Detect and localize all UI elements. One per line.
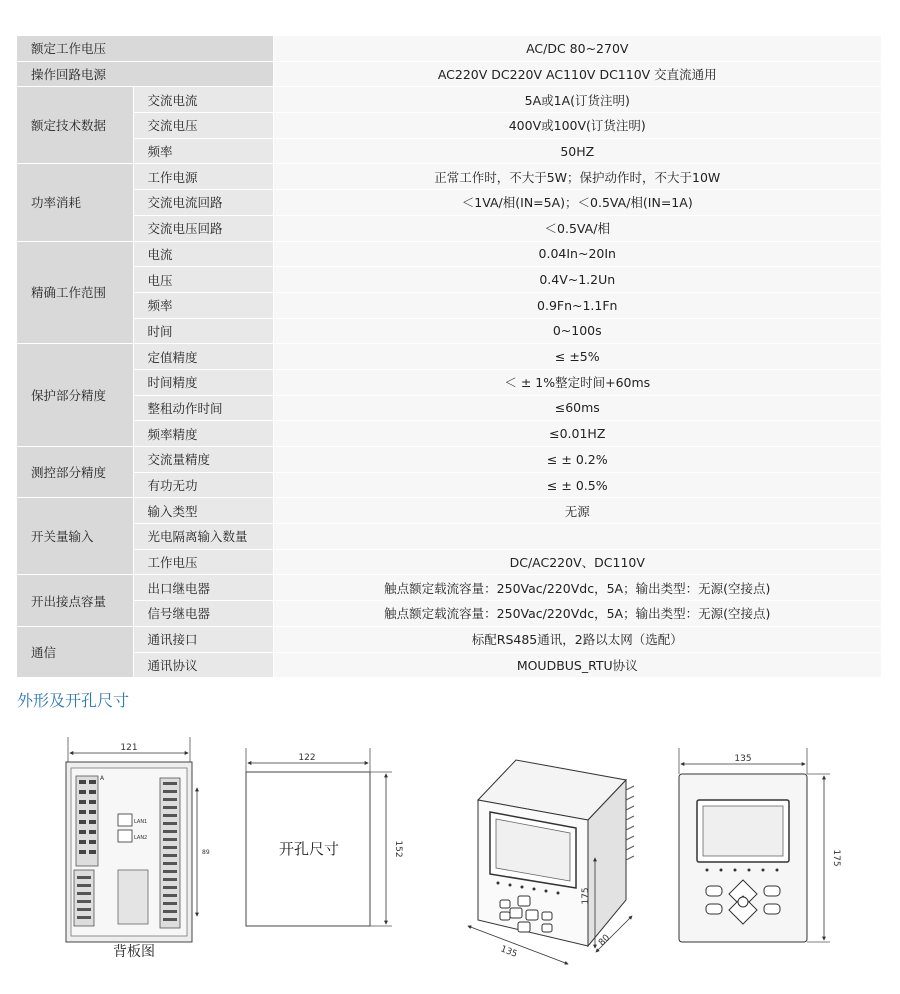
item-cell: 频率 (133, 292, 273, 318)
value-cell: 50HZ (273, 138, 881, 164)
front-lcd-screen (703, 806, 783, 856)
back-panel-width-label: 121 (120, 743, 138, 753)
group-cell: 功率消耗 (17, 164, 133, 241)
item-cell: 交流量精度 (133, 447, 273, 473)
value-cell: 无源 (273, 498, 881, 524)
item-cell: 频率 (133, 138, 273, 164)
value-cell: ≤60ms (273, 395, 881, 421)
iso-width-label: 135 (498, 944, 519, 960)
table-row (17, 164, 881, 190)
value-cell: ＜0.5VA/相 (273, 215, 881, 241)
table-row (17, 267, 881, 293)
table-row (17, 472, 881, 498)
value-cell: MOUDBUS_RTU协议 (273, 652, 881, 678)
table-row (17, 138, 881, 164)
group-cell: 操作回路电源 (17, 61, 273, 87)
value-cell: ≤ ±5% (273, 344, 881, 370)
table-row (17, 215, 881, 241)
table-row (17, 369, 881, 395)
group-cell: 开出接点容量 (17, 575, 133, 626)
value-cell: ≤ ± 0.2% (273, 447, 881, 473)
item-cell: 定值精度 (133, 344, 273, 370)
cutout-label: 开孔尺寸 (278, 840, 340, 858)
table-row (17, 575, 881, 601)
value-cell: 正常工作时，不大于5W；保护动作时，不大于10W (273, 164, 881, 190)
front-view-drawing (679, 748, 841, 942)
item-cell: 电流 (133, 241, 273, 267)
item-cell: 出口继电器 (133, 575, 273, 601)
group-cell: 测控部分精度 (17, 447, 133, 498)
item-cell: 时间 (133, 318, 273, 344)
value-cell: 400V或100V(订货注明) (273, 113, 881, 139)
item-cell: 工作电压 (133, 549, 273, 575)
value-cell: AC/DC 80~270V (273, 36, 881, 61)
value-cell: 触点额定载流容量：250Vac/220Vdc，5A；输出类型：无源(空接点) (273, 601, 881, 627)
table-row (17, 344, 881, 370)
value-cell: ≤ ± 0.5% (273, 472, 881, 498)
spec-table (17, 36, 881, 678)
cooling-fins (626, 786, 634, 860)
item-cell: 频率精度 (133, 421, 273, 447)
item-cell: 整租动作时间 (133, 395, 273, 421)
table-row (17, 292, 881, 318)
table-row (17, 395, 881, 421)
back-panel-caption: 背板图 (113, 944, 155, 960)
spec-table-body (17, 36, 881, 678)
value-cell: 0.04In~20In (273, 241, 881, 267)
iso-depth-label: 80 (597, 933, 613, 949)
table-row (17, 190, 881, 216)
table-row (17, 524, 881, 550)
table-row (17, 36, 881, 61)
value-cell (273, 524, 881, 550)
item-cell: 交流电压 (133, 113, 273, 139)
table-row (17, 652, 881, 678)
back-panel-drawing (66, 737, 210, 960)
value-cell: 标配RS485通讯，2路以太网（选配） (273, 626, 881, 652)
item-cell: 电压 (133, 267, 273, 293)
terminal-block-label: A (100, 775, 105, 782)
group-cell: 通信 (17, 626, 133, 677)
group-cell: 精确工作范围 (17, 241, 133, 344)
table-row (17, 626, 881, 652)
item-cell: 工作电源 (133, 164, 273, 190)
value-cell: 0~100s (273, 318, 881, 344)
table-row (17, 318, 881, 344)
group-cell: 额定技术数据 (17, 87, 133, 164)
item-cell: 有功无功 (133, 472, 273, 498)
value-cell: 0.4V~1.2Un (273, 267, 881, 293)
iso-height-label: 175 (581, 887, 591, 905)
item-cell: 交流电压回路 (133, 215, 273, 241)
item-cell: 时间精度 (133, 369, 273, 395)
front-height-label: 175 (831, 849, 841, 867)
isometric-drawing (468, 760, 634, 964)
lan1-port (118, 814, 132, 826)
item-cell: 交流电流 (133, 87, 273, 113)
lan2-port (118, 830, 132, 842)
item-cell: 交流电流回路 (133, 190, 273, 216)
table-row (17, 61, 881, 87)
item-cell: 信号继电器 (133, 601, 273, 627)
value-cell: ≤0.01HZ (273, 421, 881, 447)
back-panel-height-label: 89 (202, 849, 210, 856)
table-row (17, 549, 881, 575)
cutout-width-label: 122 (298, 753, 316, 763)
value-cell: DC/AC220V、DC110V (273, 549, 881, 575)
value-cell: AC220V DC220V AC110V DC110V 交直流通用 (273, 61, 881, 87)
cutout-drawing (246, 748, 403, 926)
item-cell: 通讯协议 (133, 652, 273, 678)
front-width-label: 135 (734, 754, 752, 764)
item-cell: 光电隔离输入数量 (133, 524, 273, 550)
table-row (17, 601, 881, 627)
table-row (17, 87, 881, 113)
group-cell: 额定工作电压 (17, 36, 273, 61)
mid-connector (118, 870, 148, 924)
cutout-height-label: 152 (393, 840, 403, 858)
table-row (17, 241, 881, 267)
dimension-drawings (0, 720, 900, 994)
item-cell: 通讯接口 (133, 626, 273, 652)
item-cell: 输入类型 (133, 498, 273, 524)
value-cell: 触点额定载流容量：250Vac/220Vdc，5A；输出类型：无源(空接点) (273, 575, 881, 601)
value-cell: ＜1VA/相(IN=5A)；＜0.5VA/相(IN=1A) (273, 190, 881, 216)
value-cell: 5A或1A(订货注明) (273, 87, 881, 113)
table-row (17, 421, 881, 447)
group-cell: 开关量输入 (17, 498, 133, 575)
value-cell: ＜ ± 1%整定时间+60ms (273, 369, 881, 395)
table-row (17, 113, 881, 139)
section-title: 外形及开孔尺寸 (17, 691, 130, 710)
table-row (17, 447, 881, 473)
lan2-label: LAN2 (134, 835, 148, 841)
table-row (17, 498, 881, 524)
value-cell: 0.9Fn~1.1Fn (273, 292, 881, 318)
group-cell: 保护部分精度 (17, 344, 133, 447)
lan1-label: LAN1 (134, 819, 148, 825)
